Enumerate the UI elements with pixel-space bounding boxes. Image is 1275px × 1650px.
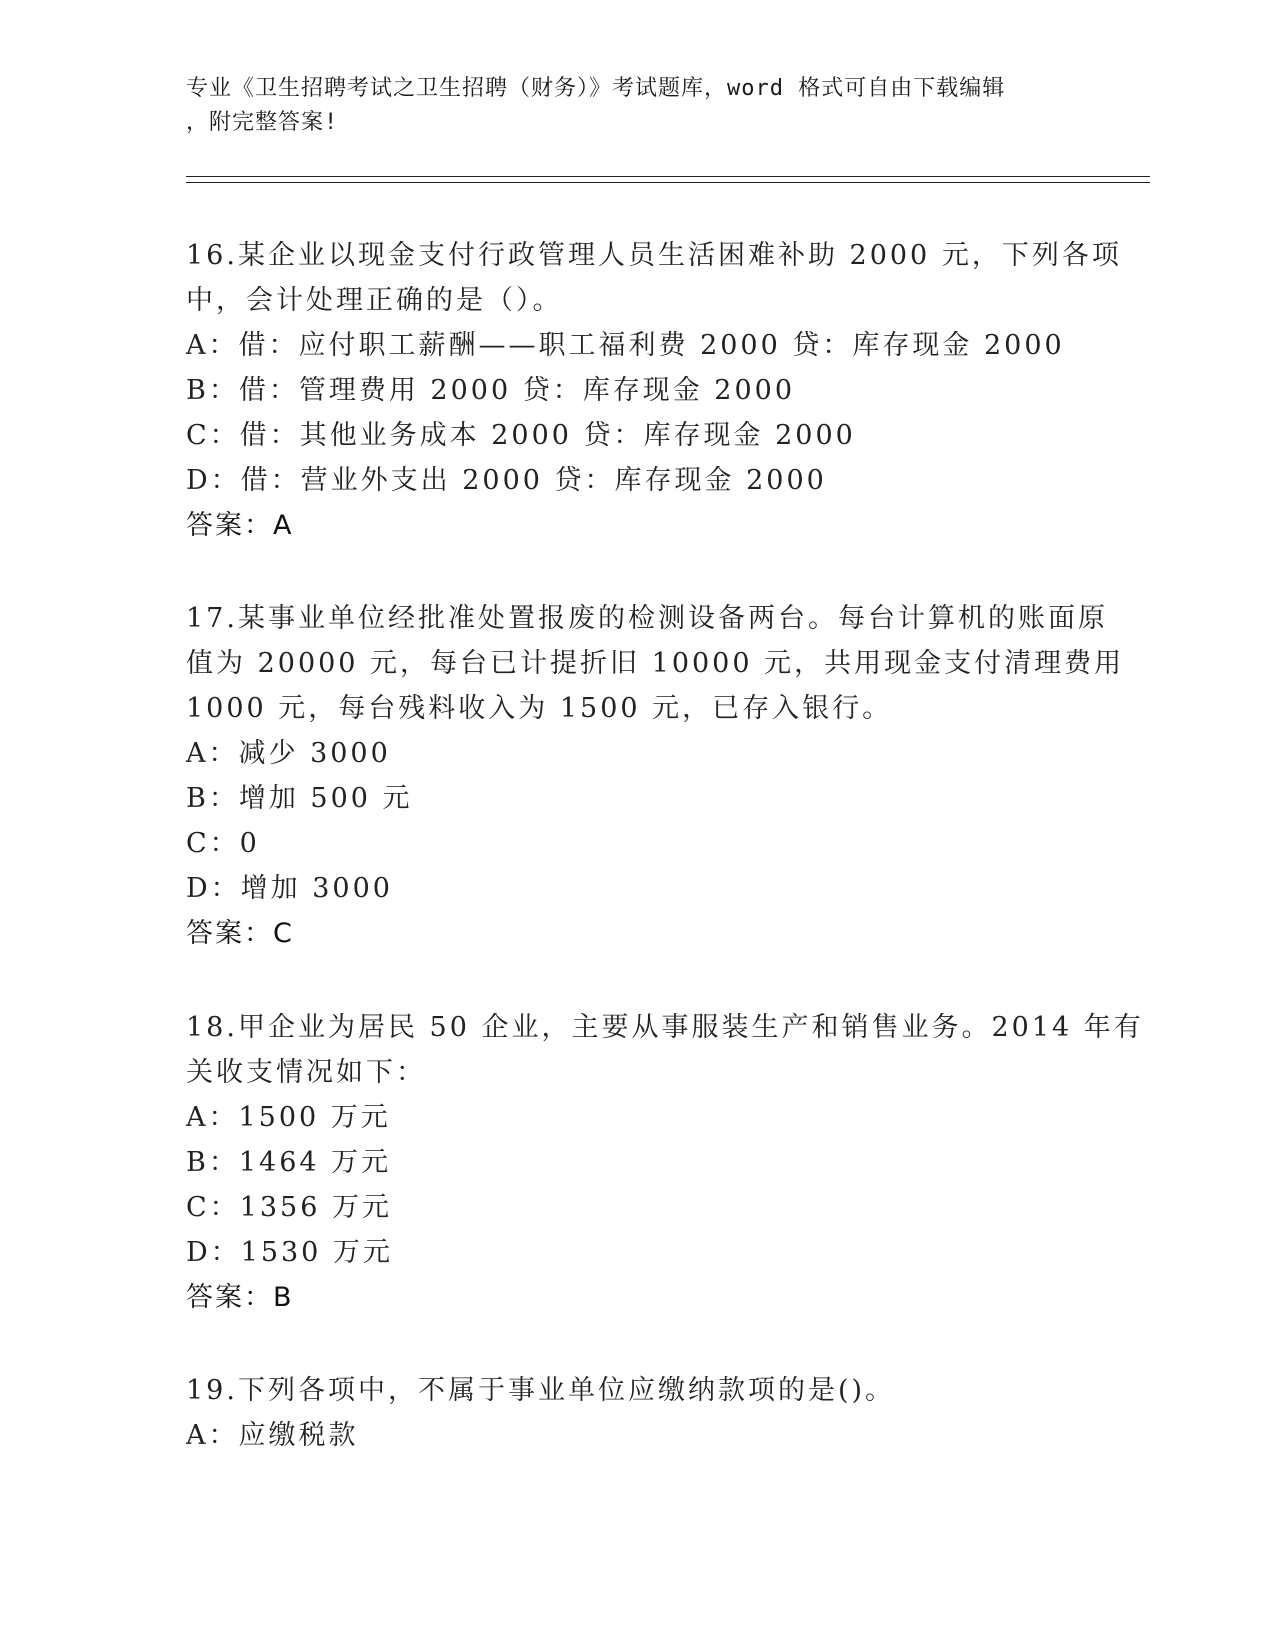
stem-line: 18.甲企业为居民 50 企业，主要从事服装生产和销售业务。2014 年有	[186, 1012, 1144, 1043]
document-header	[186, 72, 1086, 140]
question-17	[186, 596, 1125, 956]
option-b: B：增加 500 元	[186, 783, 413, 814]
option-c: C：1356 万元	[186, 1192, 392, 1223]
option-a: A：减少 3000	[186, 738, 391, 769]
stem-line: 1000 元，每台残料收入为 1500 元，已存入银行。	[186, 693, 893, 724]
header-line-1: 专业《卫生招聘考试之卫生招聘（财务）》考试题库，word 格式可自由下载编辑	[186, 76, 1006, 101]
question-16	[186, 233, 1122, 548]
answer: 答案：B	[186, 1282, 294, 1313]
option-d: D：增加 3000	[186, 873, 393, 904]
stem-line: 中，会计处理正确的是（）。	[186, 285, 563, 316]
stem-line: 19.下列各项中，不属于事业单位应缴纳款项的是()。	[186, 1375, 896, 1406]
question-stem	[186, 1368, 1086, 1413]
header-line-2: ，附完整答案!	[186, 110, 339, 135]
stem-line: 16.某企业以现金支付行政管理人员生活困难补助 2000 元，下列各项	[186, 240, 1122, 271]
option-a: A：1500 万元	[186, 1102, 391, 1133]
stem-line: 17.某事业单位经批准处置报废的检测设备两台。每台计算机的账面原	[186, 603, 1108, 634]
question-18	[186, 1005, 1144, 1320]
option-b: B：1464 万元	[186, 1147, 392, 1178]
header-divider-top	[186, 176, 1150, 177]
option-a: A：借：应付职工薪酬——职工福利费 2000 贷：库存现金 2000	[186, 330, 1065, 361]
question-stem	[186, 1005, 1144, 1095]
option-d: D：借：营业外支出 2000 贷：库存现金 2000	[186, 465, 827, 496]
option-c: C：借：其他业务成本 2000 贷：库存现金 2000	[186, 420, 856, 451]
option-c: C：0	[186, 828, 260, 859]
question-19	[186, 1368, 1086, 1458]
option-b: B：借：管理费用 2000 贷：库存现金 2000	[186, 375, 796, 406]
option-a: A：应缴税款	[186, 1420, 359, 1451]
stem-line: 关收支情况如下：	[186, 1057, 426, 1088]
header-divider-bottom	[186, 182, 1150, 183]
stem-line: 值为 20000 元，每台已计提折旧 10000 元，共用现金支付清理费用	[186, 648, 1125, 679]
option-d: D：1530 万元	[186, 1237, 393, 1268]
question-stem	[186, 596, 1125, 731]
answer: 答案：A	[186, 510, 294, 541]
question-stem	[186, 233, 1122, 323]
answer: 答案：C	[186, 918, 294, 949]
